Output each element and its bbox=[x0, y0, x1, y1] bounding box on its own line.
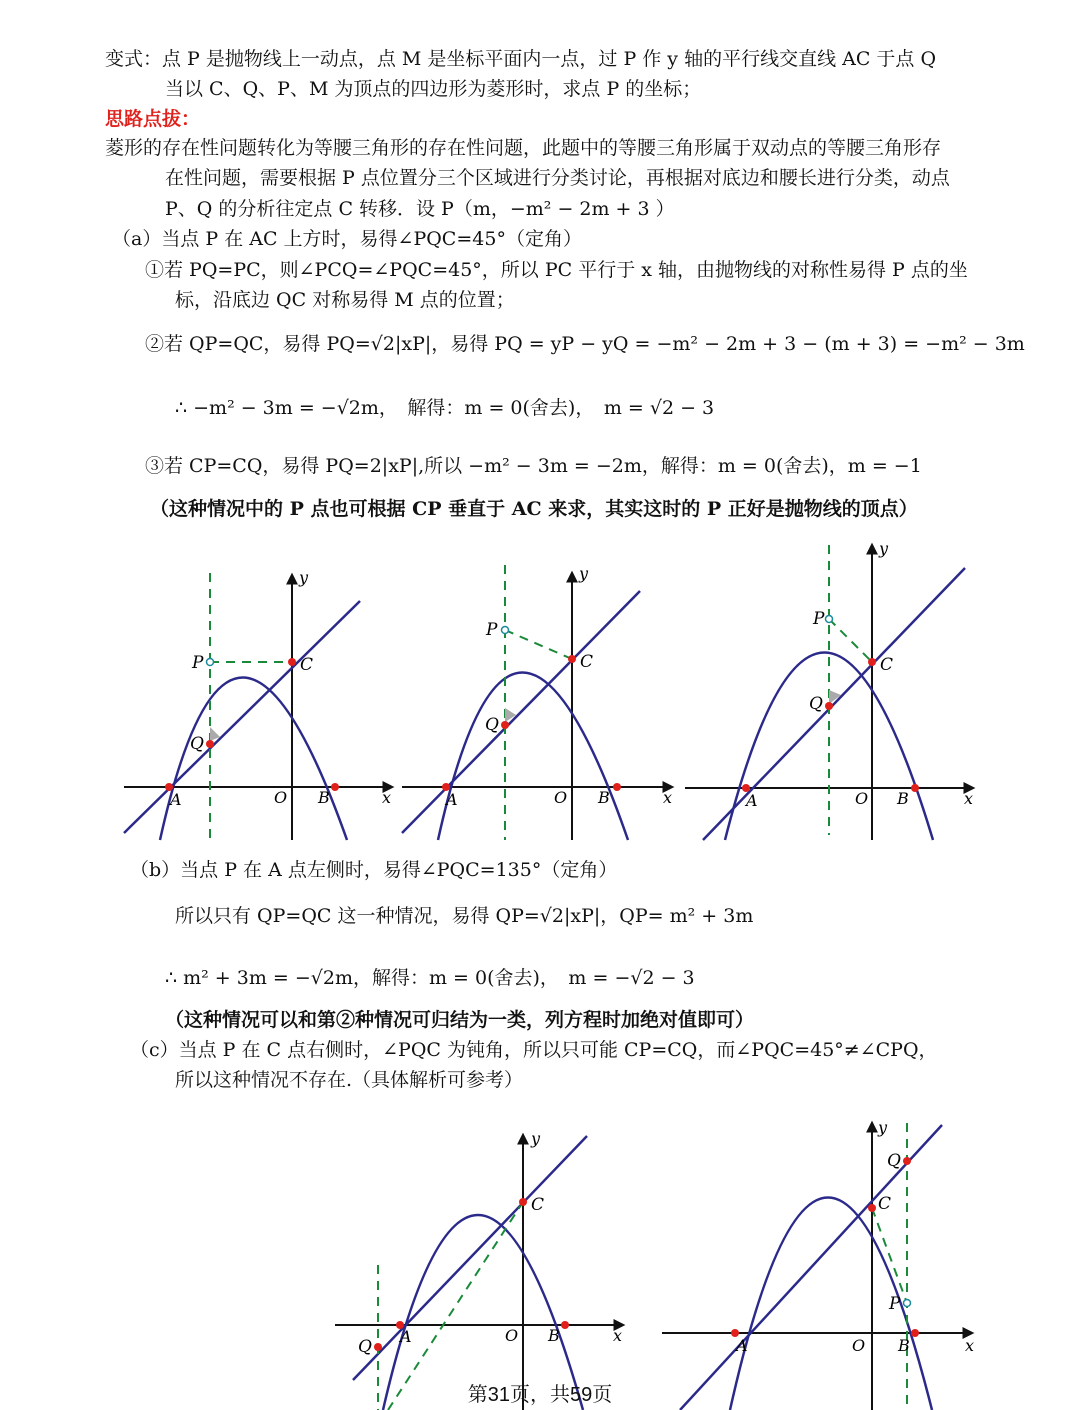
label-c: C bbox=[880, 655, 894, 675]
parabola bbox=[438, 673, 628, 841]
label-q: Q bbox=[809, 694, 823, 714]
label-y: y bbox=[531, 1130, 541, 1148]
label-q: Q bbox=[358, 1337, 372, 1357]
variant-line-2: 当以 C、Q、P、M 为顶点的四边形为菱形时，求点 P 的坐标； bbox=[165, 78, 702, 100]
case-a1b: 标，沿底边 QC 对称易得 M 点的位置； bbox=[175, 289, 515, 311]
label-q: Q bbox=[190, 734, 204, 754]
label-x: x bbox=[964, 789, 974, 808]
point-c bbox=[288, 658, 296, 666]
label-o: O bbox=[852, 1336, 866, 1355]
para-1a: 菱形的存在性问题转化为等腰三角形的存在性问题，此题中的等腰三角形属于双动点的等腰三角形存 bbox=[105, 137, 942, 159]
case-a1a: ①若 PQ=PC，则∠PCQ=∠PQC=45°，所以 PC 平行于 x 轴，由抛物线的对称性易得 P 点的坐 bbox=[145, 259, 968, 281]
variant-line-1: 变式：点 P 是抛物线上一动点，点 M 是坐标平面内一点，过 P 作 y 轴的平行线交直线 AC 于点 Q bbox=[105, 48, 937, 70]
label-y: y bbox=[579, 565, 589, 583]
label-o: O bbox=[505, 1326, 519, 1345]
label-a: A bbox=[400, 1327, 412, 1346]
label-b: B bbox=[897, 789, 909, 808]
label-o: O bbox=[855, 789, 869, 808]
dashed-pc bbox=[505, 630, 572, 659]
label-y: y bbox=[878, 1118, 888, 1137]
label-y: y bbox=[299, 568, 309, 587]
label-x: x bbox=[613, 1326, 623, 1345]
point-c bbox=[868, 1204, 876, 1212]
parabola bbox=[160, 678, 347, 841]
line-ac bbox=[680, 1125, 942, 1410]
label-b: B bbox=[598, 788, 610, 807]
label-a: A bbox=[736, 1336, 748, 1355]
case-b: （b）当点 P 在 A 点左侧时，易得∠PQC=135°（定角） bbox=[130, 859, 618, 881]
point-p bbox=[826, 616, 833, 623]
label-c: C bbox=[878, 1194, 892, 1214]
label-b: B bbox=[318, 788, 330, 807]
graph-3 bbox=[683, 540, 983, 845]
graph-4 bbox=[333, 1130, 633, 1410]
graph-5 bbox=[660, 1115, 980, 1410]
label-b: B bbox=[548, 1326, 560, 1345]
point-b bbox=[613, 783, 621, 791]
point-p bbox=[502, 627, 509, 634]
label-p: P bbox=[192, 653, 204, 673]
point-b bbox=[911, 1329, 919, 1337]
label-o: O bbox=[554, 788, 568, 807]
label-q: Q bbox=[485, 715, 499, 735]
label-c: C bbox=[300, 655, 314, 675]
label-q: Q bbox=[887, 1151, 901, 1171]
label-x: x bbox=[663, 788, 673, 807]
label-a: A bbox=[746, 791, 758, 810]
point-q bbox=[903, 1157, 911, 1165]
case-b-note: （这种情况可以和第②种情况可归结为一类，列方程时加绝对值即可） bbox=[165, 1009, 755, 1031]
page-footer: 第31页，共59页 bbox=[467, 1384, 613, 1406]
case-c1: （c）当点 P 在 C 点右侧时，∠PQC 为钝角，所以只可能 CP=CQ，而∠PQC=45°≠∠CPQ， bbox=[130, 1039, 938, 1061]
label-x: x bbox=[965, 1336, 975, 1355]
point-p bbox=[207, 659, 214, 666]
case-c2: 所以这种情况不存在.（具体解析可参考） bbox=[175, 1069, 524, 1091]
point-p bbox=[904, 1300, 911, 1307]
label-o: O bbox=[274, 788, 288, 807]
label-x: x bbox=[382, 788, 392, 807]
dashed-pc bbox=[872, 1208, 907, 1303]
graph-2 bbox=[400, 565, 685, 845]
para-1b: 在性问题，需要根据 P 点位置分三个区域进行分类讨论，再根据对底边和腰长进行分类，动点 bbox=[165, 167, 950, 189]
point-q bbox=[374, 1343, 382, 1351]
label-p: P bbox=[486, 620, 498, 640]
case-b2: ∴ m² + 3m = −√2m，解得：m = 0(舍去)， m = −√2 − 3 bbox=[165, 967, 695, 989]
point-q bbox=[206, 740, 214, 748]
label-c: C bbox=[531, 1195, 545, 1215]
point-c bbox=[868, 658, 876, 666]
point-b bbox=[911, 784, 919, 792]
case-a3-note: （这种情况中的 P 点也可根据 CP 垂直于 AC 来求，其实这时的 P 正好是抛物线的顶点） bbox=[150, 498, 918, 520]
label-y: y bbox=[879, 540, 889, 558]
section-heading: 思路点拔： bbox=[105, 108, 201, 130]
point-q bbox=[501, 721, 509, 729]
para-1c: P、Q 的分析往定点 C 转移．设 P（m，−m² − 2m + 3 ） bbox=[165, 198, 675, 220]
case-a2-solve: ∴ −m² − 3m = −√2m， 解得：m = 0(舍去)， m = √2 − 3 bbox=[175, 397, 715, 419]
case-a: （a）当点 P 在 AC 上方时，易得∠PQC=45°（定角） bbox=[112, 228, 582, 250]
case-a3: ③若 CP=CQ，易得 PQ=2|xP|,所以 −m² − 3m = −2m，解得：m = 0(舍去)，m = −1 bbox=[145, 455, 922, 477]
label-p: P bbox=[813, 609, 825, 629]
point-b bbox=[331, 783, 339, 791]
point-c bbox=[519, 1198, 527, 1206]
point-q bbox=[825, 702, 833, 710]
case-b1: 所以只有 QP=QC 这一种情况，易得 QP=√2|xP|，QP= m² + 3m bbox=[175, 905, 754, 927]
label-c: C bbox=[580, 652, 594, 672]
label-p: P bbox=[889, 1294, 901, 1314]
point-b bbox=[561, 1321, 569, 1329]
point-c bbox=[568, 655, 576, 663]
graph-1 bbox=[122, 565, 402, 845]
line-ac bbox=[703, 568, 965, 840]
label-a: A bbox=[446, 790, 458, 809]
case-a2: ②若 QP=QC，易得 PQ=√2|xP|，易得 PQ = yP − yQ = −m² − 2m + 3 − (m + 3) = −m² − 3m bbox=[145, 333, 1025, 355]
label-a: A bbox=[170, 790, 182, 809]
label-b: B bbox=[898, 1336, 910, 1355]
